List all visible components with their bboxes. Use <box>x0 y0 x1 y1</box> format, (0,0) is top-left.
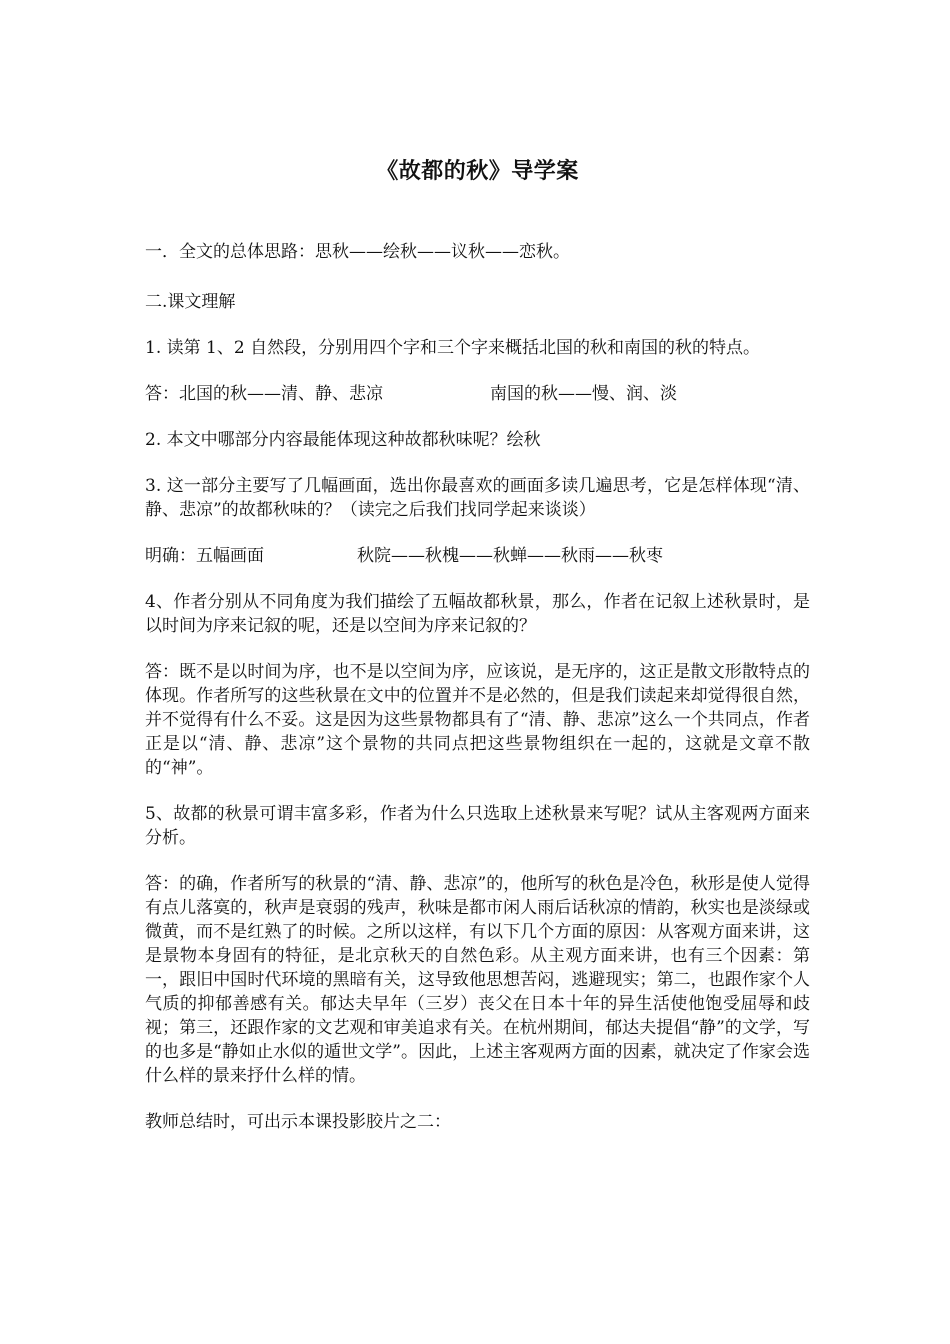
answer-3 <box>145 544 810 568</box>
teacher-note: 教师总结时，可出示本课投影胶片之二： <box>145 1112 451 1132</box>
question-2: 2. 本文中哪部分内容最能体现这种故都秋味呢？绘秋 <box>145 430 541 450</box>
question-1: 1. 读第 1、2 自然段，分别用四个字和三个字来概括北国的秋和南国的秋的特点。 <box>145 338 761 358</box>
answer-5: 答：的确，作者所写的秋景的“清、静、悲凉”的，他所写的秋色是冷色，秋形是使人觉得有点儿落寞的，秋声是衰弱的残声，秋味是都市闲人雨后话秋凉的情韵，秋实也是淡绿或微黄，而不是红熟了的时候。之所以这样，有以下几个方面的原因：从客观方面来讲，这是景物本身固有的特征，是北京秋天的自然色彩。从主观方面来讲，也有三个因素：第一，跟旧中国时代环境的黑暗有关，这导致他思想苦闷，逃避现实；第二，也跟作家个人气质的抑郁善感有关。郁达夫早年（三岁）丧父在日本十年的异生活使他饱受屈辱和歧视；第三，还跟作家的文艺观和审美追求有关。在杭州期间，郁达夫提倡“静”的文学，写的也多是“静如止水似的遁世文学”。因此，上述主客观两方面的因素，就决定了作家会选什么样的景来抒什么样的情。 <box>145 874 810 1086</box>
section2-heading: 二.课文理解 <box>145 292 236 312</box>
question-4: 4、作者分别从不同角度为我们描绘了五幅故都秋景，那么，作者在记叙上述秋景时，是以时间为序来记叙的呢，还是以空间为序来记叙的？ <box>145 592 810 636</box>
answer-1-north: 答：北国的秋——清、静、悲凉 <box>145 384 383 404</box>
answer-1 <box>145 382 810 406</box>
answer-3-label: 明确：五幅画面 <box>145 546 264 566</box>
question-3: 3. 这一部分主要写了几幅画面，选出你最喜欢的画面多读几遍思考，它是怎样体现“清、静、悲凉”的故都秋味的？（读完之后我们找同学起来谈谈） <box>145 476 810 520</box>
answer-3-scenes: 秋院——秋槐——秋蝉——秋雨——秋枣 <box>357 546 663 566</box>
overall-idea: 一．全文的总体思路：思秋——绘秋——议秋——恋秋。 <box>145 242 570 262</box>
question-5: 5、故都的秋景可谓丰富多彩，作者为什么只选取上述秋景来写呢？试从主客观两方面来分析。 <box>145 804 810 848</box>
document-title: 《故都的秋》导学案 <box>376 159 579 184</box>
answer-4: 答：既不是以时间为序，也不是以空间为序，应该说，是无序的，这正是散文形散特点的体现。作者所写的这些秋景在文中的位置并不是必然的，但是我们读起来却觉得很自然，并不觉得有什么不妥。这是因为这些景物都具有了“清、静、悲凉”这么一个共同点，作者正是以“清、静、悲凉”这个景物的共同点把这些景物组织在一起的，这就是文章不散的“神”。 <box>145 662 810 778</box>
answer-1-south: 南国的秋——慢、润、淡 <box>490 384 677 404</box>
